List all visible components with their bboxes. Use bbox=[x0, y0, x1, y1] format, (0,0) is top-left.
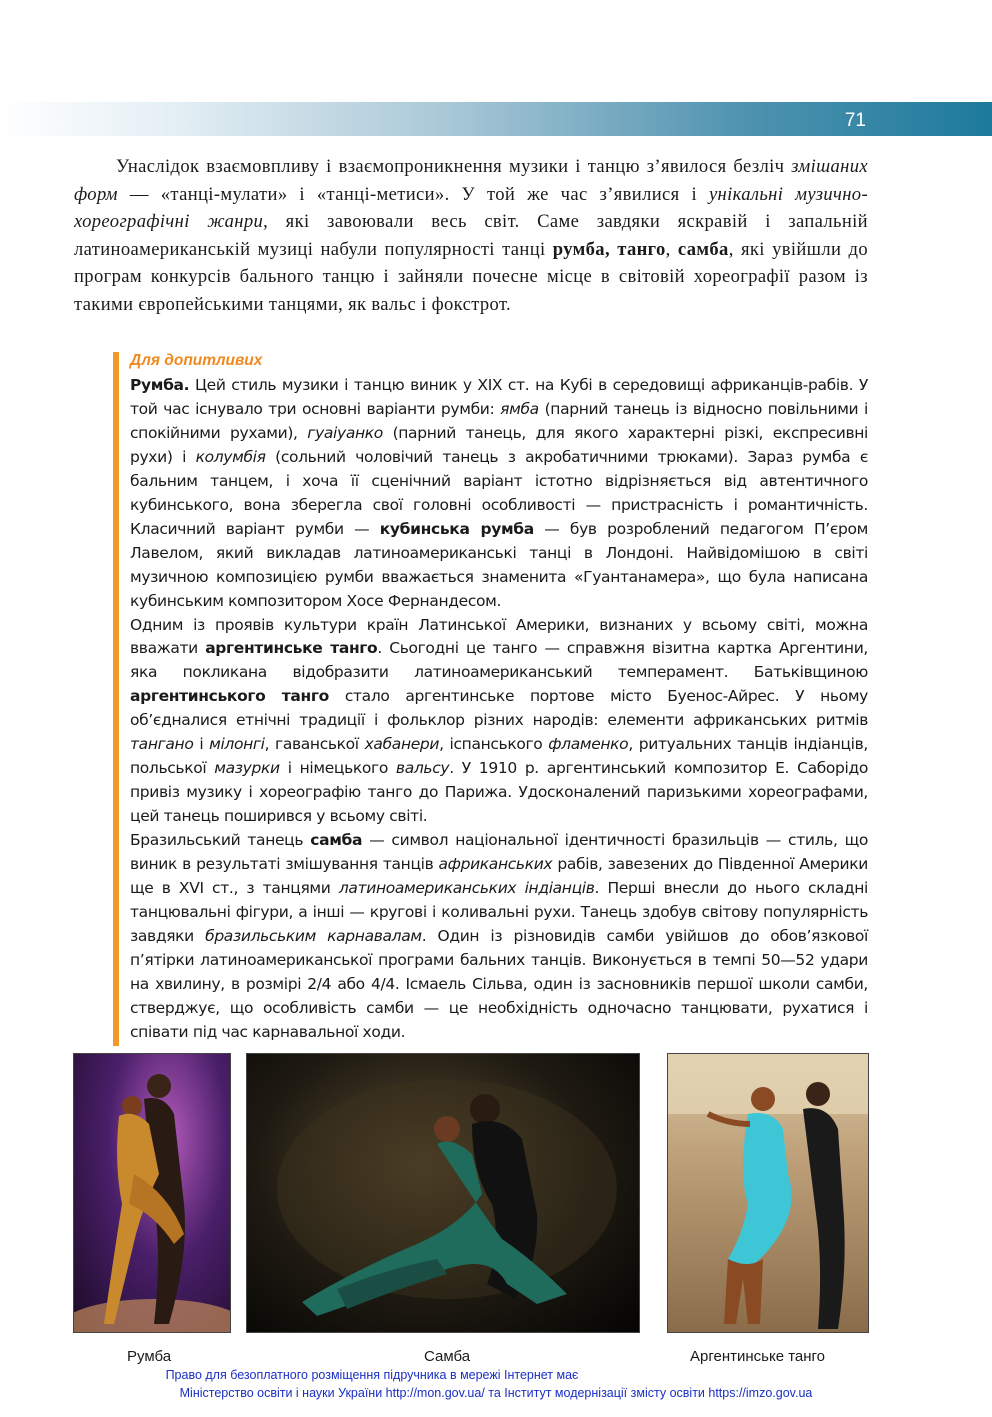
intro-emphasis: унікальні музично-хореографічні жанри bbox=[74, 183, 868, 233]
text-run: рабів, завезених до Південної Америки ще в XVI ст., з танцями bbox=[130, 855, 868, 898]
text-run: і німецького bbox=[279, 759, 396, 778]
text-run: — символ національної ідентичності бразильців — стиль, що виник в результаті змішування танців bbox=[130, 831, 868, 874]
text-run: . Перші внесли до нього складні танцювальні фігури, а інші — кругові і коливальні рухи. Танець здобув світову популярність завдяки bbox=[130, 879, 868, 945]
samba-paragraph bbox=[130, 829, 868, 1045]
header-band bbox=[0, 102, 992, 136]
intro-text: Унаслідок взаємовпливу і взаємопроникнення музики і танцю з’явилося безліч bbox=[116, 156, 792, 177]
italic-term: африканських bbox=[438, 855, 553, 874]
text-run: Бразильський танець bbox=[130, 831, 311, 850]
intro-text: , bbox=[665, 238, 678, 260]
italic-term: хабанери bbox=[364, 735, 440, 754]
italic-term: колумбія bbox=[195, 447, 266, 466]
italic-term: гуаіуанко bbox=[307, 423, 383, 442]
rumba-paragraph bbox=[130, 374, 868, 614]
italic-term: тангано bbox=[130, 735, 194, 754]
footer-line-2[interactable]: Міністерство освіти і науки України http://mon.gov.ua/ та Інститут модернізації змісту освіти https://imzo.gov.ua bbox=[179, 1386, 813, 1400]
caption-samba: Самба bbox=[424, 1348, 471, 1365]
italic-term: мілонгі bbox=[209, 735, 265, 754]
italic-term: мазурки bbox=[214, 759, 280, 778]
sidebar-title: Для допитливих bbox=[130, 352, 263, 369]
text-run: (парний танець із відносно повільними і спокійними рухами), bbox=[130, 399, 868, 442]
italic-term: ямба bbox=[500, 399, 539, 418]
bold-term: аргентинське танго bbox=[205, 639, 378, 658]
tango-dancers-illustration bbox=[247, 1054, 639, 1332]
bold-term: самба bbox=[310, 831, 363, 850]
text-run: Цей стиль музики і танцю виник у ХІХ ст. на Кубі в середовищі африканців-рабів. У той час існувало три основні варіанти румби: bbox=[130, 376, 868, 418]
bold-term: Румба. bbox=[130, 376, 190, 394]
text-run: . Один із різновидів самби увійшов до обов’язкової п’ятірки латиноамериканської програми бальних танців. Виконується в темпі 50—52 удари на хвилину, в розмірі 2/4 або 4/4. Ісмаель Сільва, один із засновників першої школи самби, стверджує, що особливість самби — це необхідність одночасно танцювати, рухатися і співати під час карнавальної ходи. bbox=[130, 926, 868, 1041]
text-run: Одним із проявів культури країн Латинської Америки, визнаних у всьому світі, можна вважати bbox=[130, 615, 868, 658]
samba-photo bbox=[667, 1053, 869, 1333]
sidebar-text bbox=[130, 374, 868, 1045]
caption-rumba: Румба bbox=[127, 1348, 172, 1365]
bold-term: аргентинського танго bbox=[130, 687, 329, 706]
samba-dancers-illustration bbox=[668, 1054, 868, 1332]
text-run: , гаванської bbox=[264, 735, 365, 754]
text-run: (сольний чоловічий танець з акробатичними трюками). Зараз румба є бальним танцем, і хоча її сценічний варіант істотно відрізняється від автентичного кубинського, вона зберегла свої головні особливості — пристрасність і романтичність. Класичний варіант румби — bbox=[130, 447, 868, 538]
intro-text: , які завоювали весь світ. Саме завдяки яскравій і запальній латиноамериканській музиці набули популярності танці bbox=[74, 211, 868, 260]
intro-bold: самба bbox=[677, 238, 729, 260]
text-run: . Сьогодні це танго — справжня візитна картка Аргентини, яка покликана відобразити латиноамериканський темперамент. Батьківщиною bbox=[130, 639, 868, 682]
text-run: (парний танець, для якого характерні різкі, експресивні рухи) і bbox=[130, 423, 868, 466]
page-number: 71 bbox=[844, 110, 866, 131]
intro-paragraph bbox=[74, 153, 868, 319]
text-run: . У 1910 р. аргентинський композитор Е. Саборідо привіз музику і хореографію танго до Парижа. Удосконалений паризькими хореографами, цей танець поширився у всьому світі. bbox=[130, 759, 869, 826]
rumba-dancers-illustration bbox=[74, 1054, 230, 1332]
text-run: — був розроблений педагогом П’єром Лавелом, який викладав латиноамериканські танці в Лондоні. Найвідомішою в світі музичною композицією румби вважається знаменита «Гуантанамера», що була написана кубинським композитором Хосе Фернандесом. bbox=[130, 519, 868, 610]
intro-text: , які увійшли до програм конкурсів бального танцю і зайняли почесне місце в світовій хореографії разом із такими європейськими танцями, як вальс і фокстрот. bbox=[74, 238, 868, 315]
rumba-photo bbox=[73, 1053, 231, 1333]
tango-photo bbox=[246, 1053, 640, 1333]
text-run: і bbox=[193, 735, 210, 754]
footer-line-1: Право для безоплатного розміщення підручника в мережі Інтернет має bbox=[165, 1368, 579, 1382]
text-run: , ритуальних танців індіанців, польської bbox=[130, 735, 868, 778]
italic-term: фламенко bbox=[548, 735, 629, 754]
intro-emphasis: змішаних форм bbox=[74, 156, 868, 205]
tango-paragraph bbox=[130, 614, 868, 830]
italic-term: бразильським карнавалам bbox=[205, 926, 422, 945]
bold-term: кубинська румба bbox=[379, 519, 534, 538]
italic-term: латиноамериканських індіанців bbox=[338, 879, 595, 898]
intro-text: — «танці-мулати» і «танці-метиси». У той же час з’явилися і bbox=[117, 183, 709, 205]
text-run: стало аргентинське портове місто Буенос-Айрес. У ньому об’єдналися етнічні традиції і фольклор різних народів: елементи африканських ритмів bbox=[130, 687, 868, 730]
intro-bold: румба, танго bbox=[552, 238, 666, 260]
text-run: , іспанського bbox=[439, 735, 549, 754]
caption-argentine-tango: Аргентинське танго bbox=[690, 1348, 826, 1365]
italic-term: вальсу bbox=[395, 759, 450, 778]
